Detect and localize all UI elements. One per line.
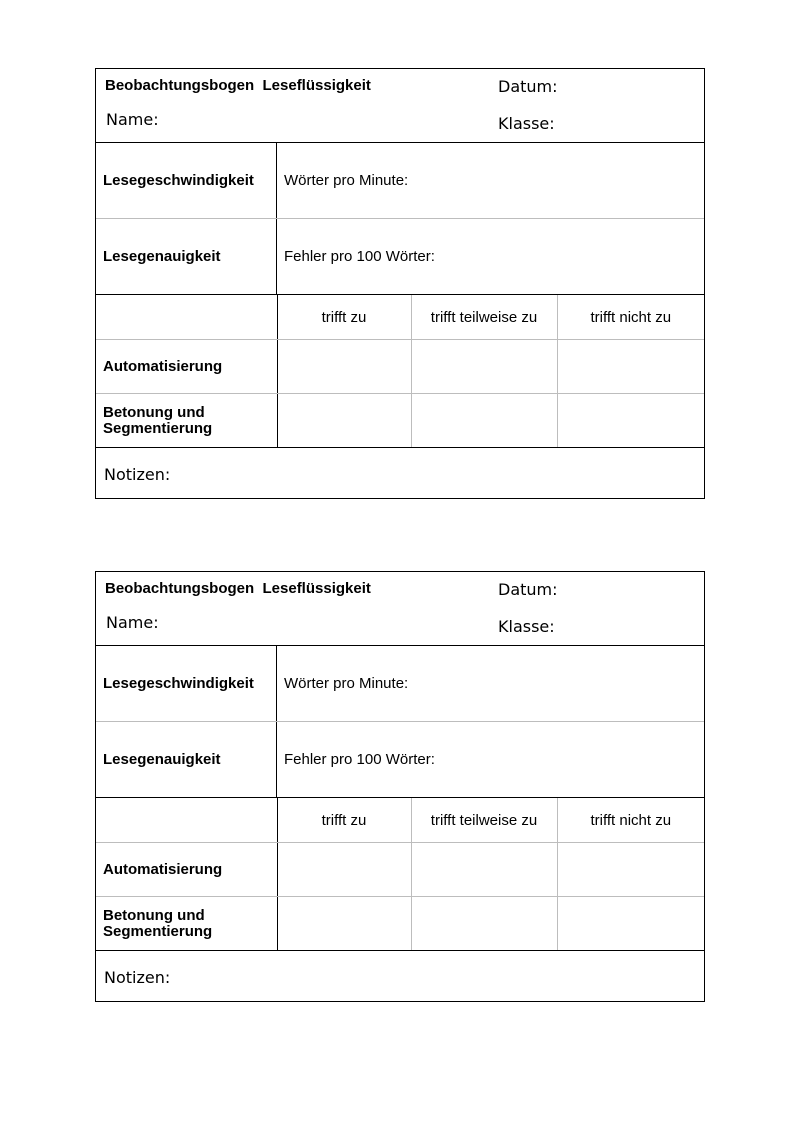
checkbox-cell[interactable] [277, 340, 411, 394]
notes-label: Notizen: [104, 968, 171, 987]
checkbox-cell[interactable] [557, 394, 704, 448]
reading-speed-label: Lesegeschwindigkeit [96, 646, 277, 721]
errors-per-100-label: Fehler pro 100 Wörter: [284, 248, 435, 265]
errors-per-100-label: Fehler pro 100 Wörter: [284, 751, 435, 768]
column-partially-applies: trifft teilweise zu [411, 798, 557, 843]
row-label: Automatisierung [103, 860, 223, 878]
rating-header-row [96, 295, 704, 340]
reading-accuracy-label: Lesegenauigkeit [96, 722, 277, 797]
reading-speed-row [96, 646, 704, 722]
column-not-applies: trifft nicht zu [557, 295, 704, 340]
row-label-line1: Betonung und [103, 403, 205, 421]
date-label: Datum: [498, 580, 558, 599]
form-title: Beobachtungsbogen Leseflüssigkeit [105, 77, 371, 94]
notes-label: Notizen: [104, 465, 171, 484]
checkbox-cell[interactable] [557, 843, 704, 897]
empty-header-cell [96, 798, 277, 843]
form-title: Beobachtungsbogen Leseflüssigkeit [105, 580, 371, 597]
reading-speed-label: Lesegeschwindigkeit [96, 143, 277, 218]
row-label-line2: Segmentierung [103, 419, 213, 437]
table-row [96, 843, 704, 897]
observation-form-2 [95, 571, 705, 1002]
reading-accuracy-row [96, 219, 704, 295]
form-header [96, 69, 704, 143]
table-row [96, 897, 704, 951]
column-applies: trifft zu [277, 295, 411, 340]
class-label: Klasse: [498, 617, 555, 636]
rating-header-row [96, 798, 704, 843]
row-label: Automatisierung [103, 357, 223, 375]
date-label: Datum: [498, 77, 558, 96]
words-per-minute-label: Wörter pro Minute: [284, 675, 409, 692]
table-row [96, 394, 704, 448]
checkbox-cell[interactable] [557, 340, 704, 394]
table-row [96, 340, 704, 394]
reading-accuracy-row [96, 722, 704, 798]
row-label-line2: Segmentierung [103, 922, 213, 940]
class-label: Klasse: [498, 114, 555, 133]
automation-label [96, 843, 277, 897]
observation-form-1 [95, 68, 705, 499]
emphasis-segmentation-label [96, 897, 277, 951]
form-header [96, 572, 704, 646]
column-partially-applies: trifft teilweise zu [411, 295, 557, 340]
checkbox-cell[interactable] [557, 897, 704, 951]
column-not-applies: trifft nicht zu [557, 798, 704, 843]
checkbox-cell[interactable] [411, 394, 557, 448]
emphasis-segmentation-label [96, 394, 277, 448]
automation-label [96, 340, 277, 394]
checkbox-cell[interactable] [411, 340, 557, 394]
column-applies: trifft zu [277, 798, 411, 843]
checkbox-cell[interactable] [411, 843, 557, 897]
name-label: Name: [106, 613, 159, 632]
notes-field[interactable] [96, 951, 704, 1003]
reading-accuracy-label: Lesegenauigkeit [96, 219, 277, 294]
rating-table [96, 798, 704, 951]
checkbox-cell[interactable] [277, 843, 411, 897]
checkbox-cell[interactable] [277, 897, 411, 951]
words-per-minute-label: Wörter pro Minute: [284, 172, 409, 189]
checkbox-cell[interactable] [277, 394, 411, 448]
reading-speed-row [96, 143, 704, 219]
rating-table [96, 295, 704, 448]
notes-field[interactable] [96, 448, 704, 500]
empty-header-cell [96, 295, 277, 340]
name-label: Name: [106, 110, 159, 129]
checkbox-cell[interactable] [411, 897, 557, 951]
row-label-line1: Betonung und [103, 906, 205, 924]
